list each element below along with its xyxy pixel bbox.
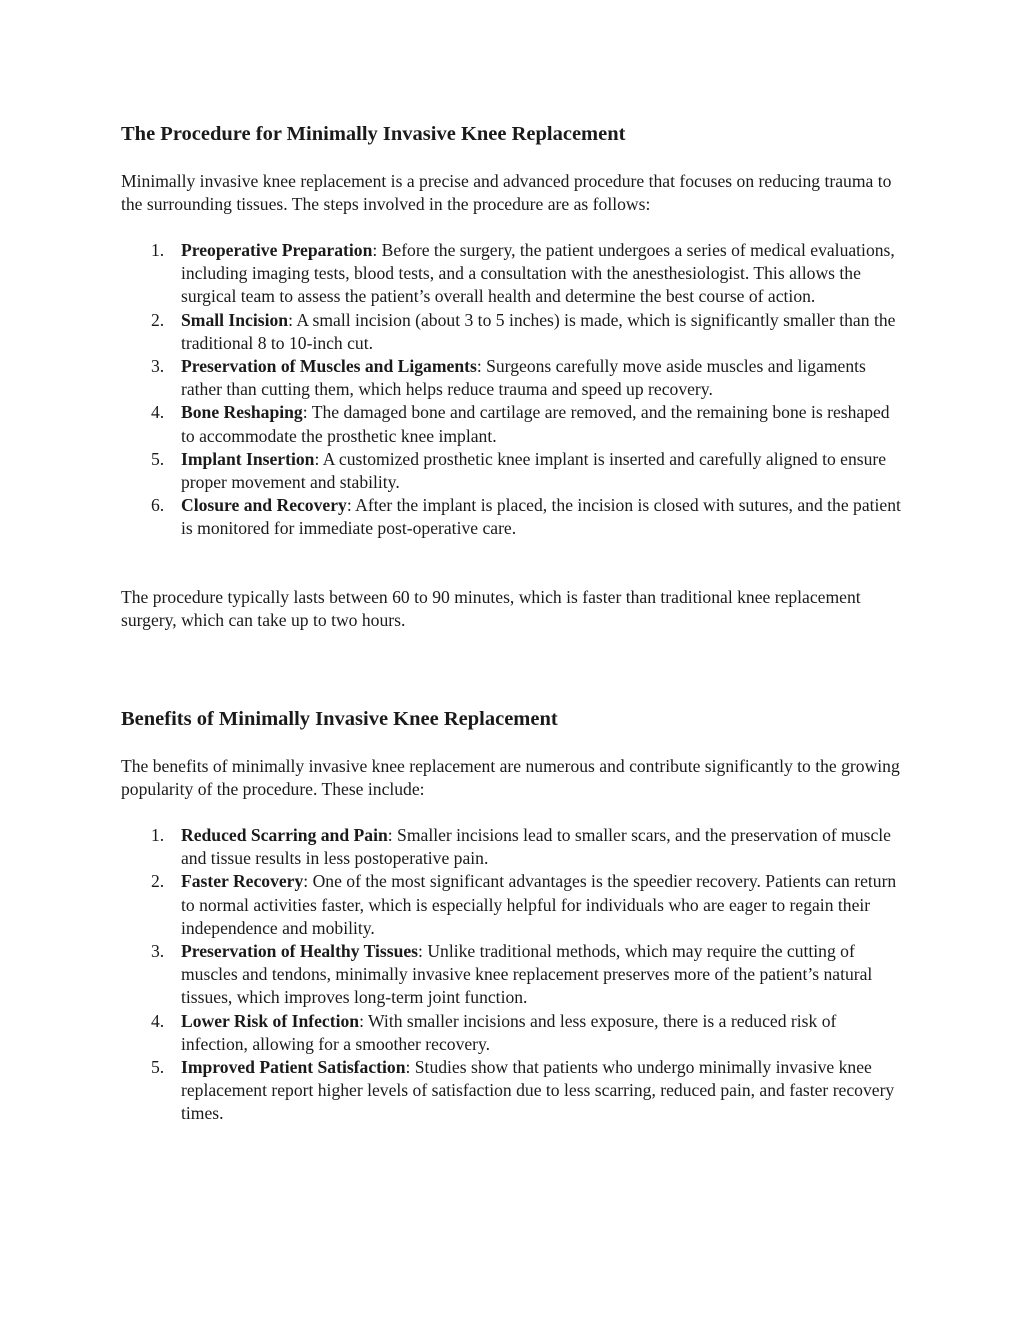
list-number: 3. <box>151 356 165 377</box>
list-item-text: : With smaller incisions and less exposure, there is a reduced risk of infection, allowing for a smoother recovery. <box>181 1010 837 1054</box>
list-item-text: : Studies show that patients who undergo minimally invasive knee replacement report higher levels of satisfaction due to less scarring, reduced pain, and faster recovery times. <box>181 1057 895 1124</box>
section-heading-procedure: The Procedure for Minimally Invasive Knee Replacement <box>121 123 626 145</box>
list-number: 5. <box>151 1057 165 1078</box>
list-number: 2. <box>151 309 165 330</box>
list-number: 4. <box>151 402 165 423</box>
list-item-text: : After the implant is placed, the incision is closed with sutures, and the patient is monitored for immediate post-operative care. <box>181 495 901 539</box>
section-heading-benefits: Benefits of Minimally Invasive Knee Replacement <box>121 708 558 730</box>
section-intro-procedure: Minimally invasive knee replacement is a precise and advanced procedure that focuses on reducing trauma to the surrounding tissues. The steps involved in the procedure are as follows: <box>121 171 892 215</box>
list-item <box>121 355 901 401</box>
list-item <box>121 1056 901 1126</box>
section-intro-benefits: The benefits of minimally invasive knee replacement are numerous and contribute significantly to the growing popularity of the procedure. These include: <box>121 756 900 800</box>
list-item <box>121 401 901 447</box>
list-number: 3. <box>151 941 165 962</box>
list-item <box>121 309 901 355</box>
list-item <box>121 824 901 870</box>
list-item-text: : Before the surgery, the patient undergoes a series of medical evaluations, including imaging tests, blood tests, and a consultation with the anesthesiologist. This allows the surgical team to assess the patient’s overall health and determine the best course of action. <box>181 240 895 307</box>
list-number: 1. <box>151 240 165 260</box>
benefits-list <box>121 824 901 1126</box>
list-item-term: Closure and Recovery <box>181 495 347 516</box>
list-item <box>121 1010 901 1056</box>
list-item-term: Preservation of Healthy Tissues <box>181 941 419 962</box>
list-item-term: Implant Insertion <box>181 448 315 469</box>
list-item <box>121 239 901 309</box>
list-number: 4. <box>151 1010 165 1031</box>
list-item-term: Faster Recovery <box>181 871 304 892</box>
list-item-text: : The damaged bone and cartilage are removed, and the remaining bone is reshaped to accommodate the prosthetic knee implant. <box>181 402 890 446</box>
list-item-term: Bone Reshaping <box>181 402 303 423</box>
list-number: 2. <box>151 871 165 892</box>
list-number: 5. <box>151 448 165 469</box>
list-item-text: : A customized prosthetic knee implant is inserted and carefully aligned to ensure proper movement and stability. <box>181 448 887 493</box>
list-item-text: : A small incision (about 3 to 5 inches) is made, which is significantly smaller than the traditional 8 to 10-inch cut. <box>181 309 896 353</box>
list-item <box>121 940 901 1010</box>
procedure-steps-list <box>121 239 901 541</box>
list-item-text: : Unlike traditional methods, which may require the cutting of muscles and tendons, minimally invasive knee replacement preserves more of the patient’s natural tissues, which improves long-term joint function. <box>181 941 873 1008</box>
list-item-text: : Surgeons carefully move aside muscles and ligaments rather than cutting them, which helps reduce trauma and speed up recovery. <box>181 356 866 400</box>
list-number: 1. <box>151 825 165 845</box>
list-item-term: Lower Risk of Infection <box>181 1010 360 1031</box>
list-item-term: Small Incision <box>181 309 289 330</box>
list-number: 6. <box>151 495 165 516</box>
list-item-term: Preservation of Muscles and Ligaments <box>181 356 477 377</box>
list-item-term: Reduced Scarring and Pain <box>181 825 388 845</box>
list-item-term: Preoperative Preparation <box>181 240 373 260</box>
list-item-term: Improved Patient Satisfaction <box>181 1057 406 1078</box>
list-item <box>121 448 901 494</box>
list-item-text: : One of the most significant advantages is the speedier recovery. Patients can return to normal activities faster, which is especially helpful for individuals who are eager to regain their independence and mobility. <box>181 871 897 938</box>
list-item-text: : Smaller incisions lead to smaller scars, and the preservation of muscle and tissue results in less postoperative pain. <box>181 825 891 869</box>
section-outro-procedure: The procedure typically lasts between 60 to 90 minutes, which is faster than traditional knee replacement surgery, which can take up to two hours. <box>121 587 861 631</box>
list-item <box>121 494 901 540</box>
list-item <box>121 870 901 940</box>
